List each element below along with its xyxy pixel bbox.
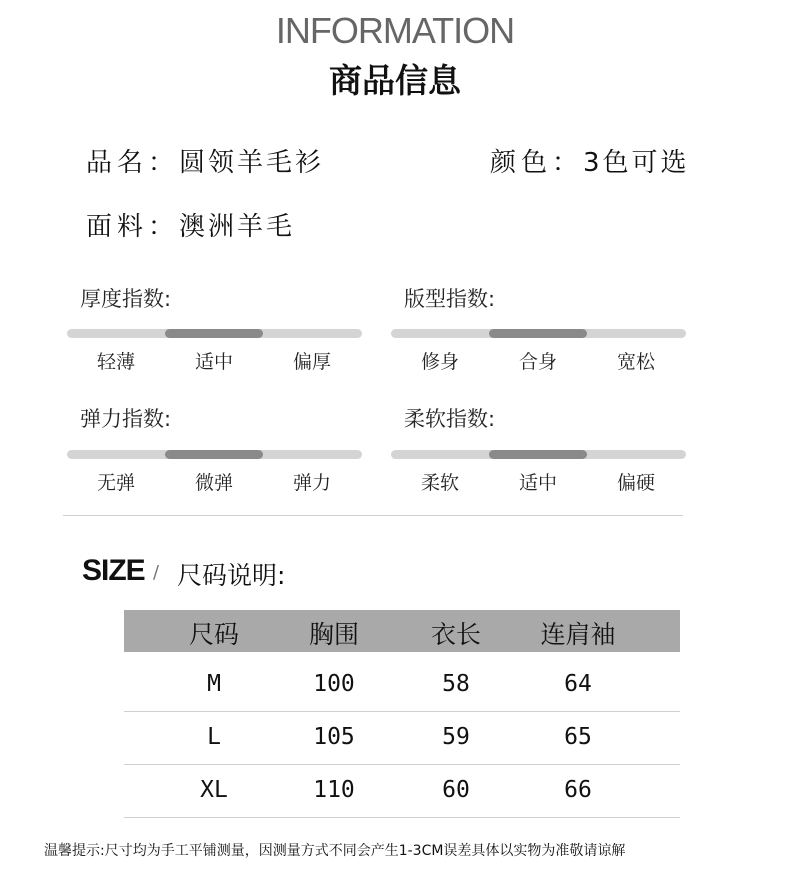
scale-option: 偏厚 xyxy=(292,351,331,373)
scale-option: 适中 xyxy=(518,472,557,494)
scale-option: 合身 xyxy=(518,351,557,373)
size-title-english: SIZE xyxy=(82,554,145,587)
product-color-label: 颜色： xyxy=(490,148,584,178)
size-table-header xyxy=(124,610,680,652)
table-cell: 110 xyxy=(313,777,355,803)
table-cell: XL xyxy=(200,777,228,803)
table-cell: 100 xyxy=(313,671,355,697)
product-fabric-value: 澳洲羊毛 xyxy=(179,212,296,242)
scale-option: 修身 xyxy=(420,351,459,373)
heading-english: INFORMATION xyxy=(275,10,515,51)
softness-index-title: 柔软指数: xyxy=(404,407,496,431)
product-name-value: 圆领羊毛衫 xyxy=(179,148,325,178)
thickness-index-title: 厚度指数: xyxy=(80,287,172,311)
section-divider xyxy=(63,515,683,516)
row-divider xyxy=(124,817,680,818)
scale-selected-segment xyxy=(489,329,587,338)
size-title-chinese: 尺码说明: xyxy=(177,561,286,590)
scale-option: 无弹 xyxy=(96,472,135,494)
fit-index-title: 版型指数: xyxy=(404,287,496,311)
scale-selected-segment xyxy=(165,450,263,459)
product-color xyxy=(490,142,690,179)
table-cell: 64 xyxy=(564,671,592,697)
size-title-slash: / xyxy=(153,562,160,583)
table-cell: 65 xyxy=(564,724,592,750)
heading-chinese: 商品信息 xyxy=(329,61,461,100)
product-name xyxy=(86,142,324,179)
scale-option: 偏硬 xyxy=(616,472,655,494)
scale-option: 柔软 xyxy=(420,472,459,494)
column-header-sleeve: 连肩袖 xyxy=(540,620,616,649)
table-row xyxy=(124,765,680,818)
table-cell: L xyxy=(207,724,221,750)
scale-selected-segment xyxy=(165,329,263,338)
product-fabric xyxy=(86,206,295,243)
column-header-length: 衣长 xyxy=(430,620,481,649)
scale-selected-segment xyxy=(489,450,587,459)
table-cell: M xyxy=(207,671,221,697)
elasticity-index-title: 弹力指数: xyxy=(80,407,172,431)
scale-option: 微弹 xyxy=(194,472,233,494)
table-row xyxy=(124,712,680,765)
column-header-chest: 胸围 xyxy=(308,620,359,649)
table-cell: 105 xyxy=(313,724,355,750)
scale-option: 适中 xyxy=(194,351,233,373)
table-cell: 60 xyxy=(442,777,470,803)
measurement-note: 温馨提示:尺寸均为手工平铺测量，因测量方式不同会产生1-3CM误差具体以实物为准敬请谅解 xyxy=(44,843,626,859)
product-name-label: 品名： xyxy=(86,148,180,178)
column-header-size: 尺码 xyxy=(188,620,239,649)
table-cell: 59 xyxy=(442,724,470,750)
product-fabric-label: 面料： xyxy=(86,212,180,242)
table-cell: 66 xyxy=(564,777,592,803)
scale-option: 轻薄 xyxy=(96,351,135,373)
scale-option: 弹力 xyxy=(292,472,331,494)
scale-option: 宽松 xyxy=(616,351,655,373)
product-color-value: 3色可选 xyxy=(583,148,690,178)
table-cell: 58 xyxy=(442,671,470,697)
table-row xyxy=(124,659,680,712)
